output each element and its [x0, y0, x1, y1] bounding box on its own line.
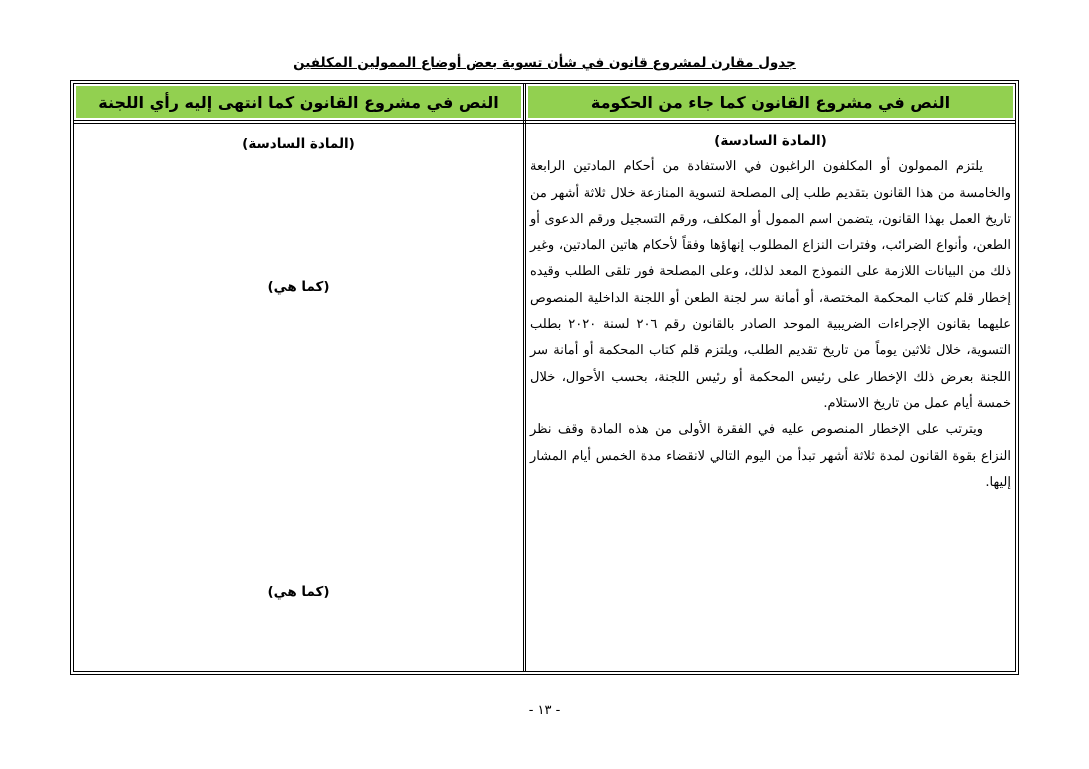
left-as-is-1: (كما هي): [267, 279, 330, 295]
right-article-title: (المادة السادسة): [714, 133, 827, 149]
column-divider: [523, 84, 526, 671]
right-paragraph-1: يلتزم الممولون أو المكلفون الراغبون في الاستفادة من أحكام المادتين الرابعة والخامسة من هذا القانون بتقديم طلب إلى المصلحة لتسوية المنازعة خلال ثلاثة أشهر من تاريخ العمل بهذا القانون، يتضمن اسم الممول أو المكلف، ورقم التسجيل ورقم الدعوى أو الطعن، وأنواع الضرائب، وفترات النزاع المطلوب إنهاؤها وفقاً لأحكام هاتين المادتين، وغير ذلك من البيانات اللازمة على النموذج المعد لذلك، وعلى المصلحة فور تلقى الطلب وقيده إخطار قلم كتاب المحكمة المختصة، أو أمانة سر لجنة الطعن أو اللجنة الداخلية المنصوص عليهما بقانون الإجراءات الضريبية الموحد الصادر بالقانون رقم ٢٠٦ لسنة ٢٠٢٠ بطلب التسوية، خلال ثلاثين يوماً من تاريخ تقديم الطلب، ويلتزم قلم كتاب المحكمة أو أمانة سر اللجنة بعرض ذلك الإخطار على رئيس المحكمة أو رئيس اللجنة، بحسب الأحوال، خلال خمسة أيام عمل من تاريخ الاستلام.: [530, 159, 1012, 411]
left-as-is-2: (كما هي): [267, 584, 330, 600]
header-government-text: النص في مشروع القانون كما جاء من الحكومة: [528, 86, 1013, 118]
comparison-table: [70, 80, 1019, 675]
document-title: جدول مقارن لمشروع قانون في شأن تسوية بعض أوضاع الممولين المكلفين: [293, 55, 796, 71]
right-paragraph-2: ويترتب على الإخطار المنصوص عليه في الفقرة الأولى من هذه المادة وقف نظر النزاع بقوة القانون لمدة ثلاثة أشهر تبدأ من اليوم التالي لانقضاء مدة الخمس أيام المشار إليها.: [530, 422, 1011, 490]
left-article-title: (المادة السادسة): [242, 136, 355, 152]
page-number: - ١٣ -: [528, 703, 561, 718]
government-text-column: [530, 128, 1011, 496]
header-divider: [74, 120, 1015, 124]
header-committee-text: النص في مشروع القانون كما انتهى إليه رأي اللجنة: [76, 86, 521, 118]
